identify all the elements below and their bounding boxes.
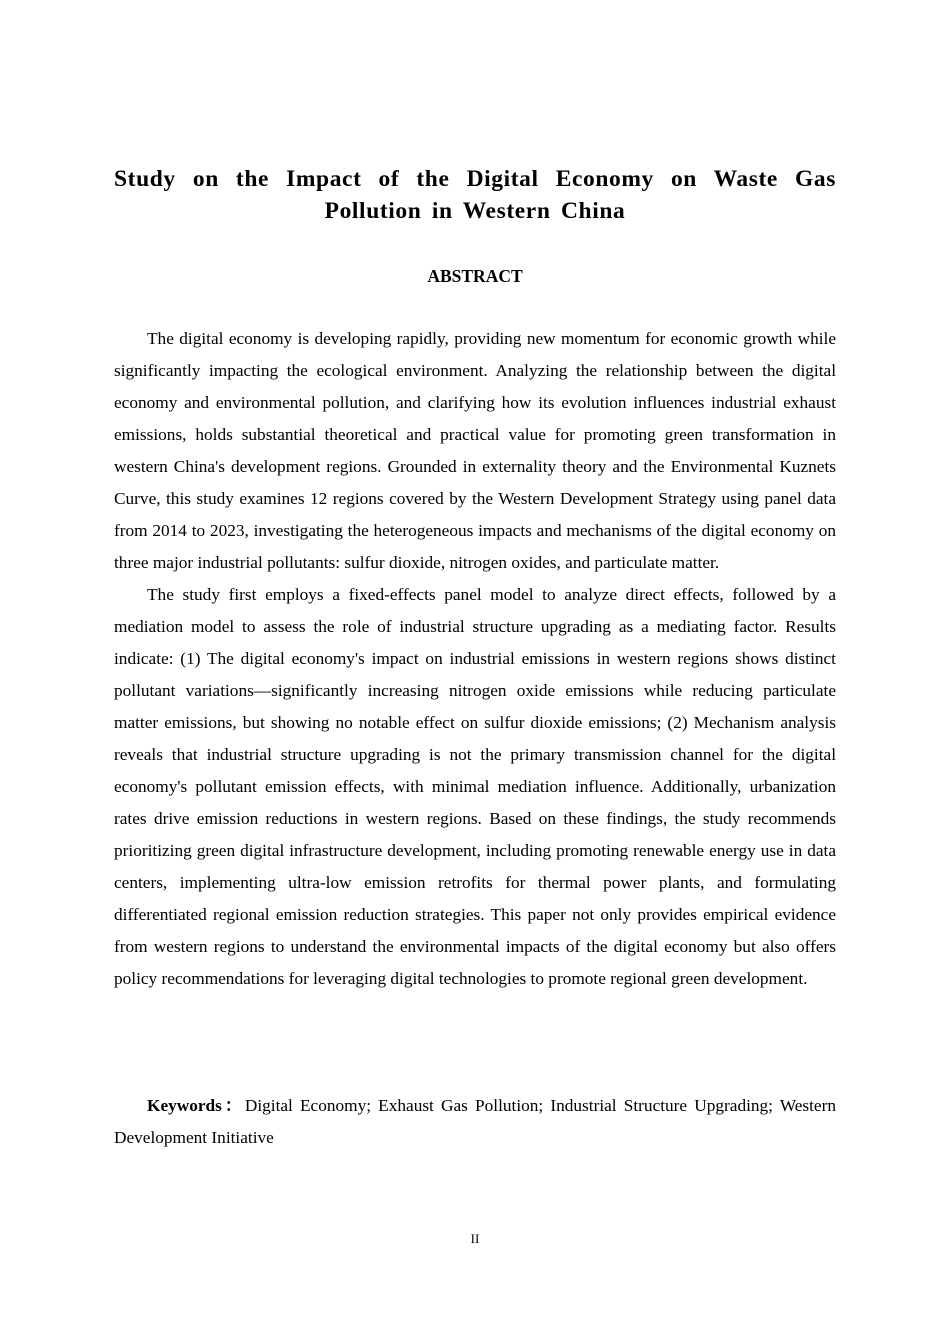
abstract-body — [114, 323, 836, 995]
keywords-list: Digital Economy; Exhaust Gas Pollution; Industrial Structure Upgrading; Western Development Initiative — [114, 1096, 837, 1147]
abstract-paragraph-1: The digital economy is developing rapidly, providing new momentum for economic growth while significantly impacting the ecological environment. Analyzing the relationship between the digital economy and environmental pollution, and clarifying how its evolution influences industrial exhaust emissions, holds substantial theoretical and practical value for promoting green transformation in western China's development regions. Grounded in externality theory and the Environmental Kuznets Curve, this study examines 12 regions covered by the Western Development Strategy using panel data from 2014 to 2023, investigating the heterogeneous impacts and mechanisms of the digital economy on three major industrial pollutants: sulfur dioxide, nitrogen oxides, and particulate matter. — [114, 329, 836, 572]
abstract-heading: ABSTRACT — [427, 266, 523, 286]
abstract-paragraph-2: The study first employs a fixed-effects panel model to analyze direct effects, followed by a mediation model to assess the role of industrial structure upgrading as a mediating factor. Results indicate: (1) The digital economy's impact on industrial emissions in western regions shows distinct pollutant variations—significantly increasing nitrogen oxide emissions while reducing particulate matter emissions, but showing no notable effect on sulfur dioxide emissions; (2) Mechanism analysis reveals that industrial structure upgrading is not the primary transmission channel for the digital economy's pollutant emission effects, with minimal mediation influence. Additionally, urbanization rates drive emission reductions in western regions. Based on these findings, the study recommends prioritizing green digital infrastructure development, including promoting renewable energy use in data centers, implementing ultra-low emission retrofits for thermal power plants, and formulating differentiated regional emission reduction strategies. This paper not only provides empirical evidence from western regions to understand the environmental impacts of the digital economy but also offers policy recommendations for leveraging digital technologies to promote regional green development. — [114, 585, 836, 988]
keywords-line — [114, 1090, 836, 1154]
page-number: II — [470, 1231, 480, 1246]
paper-title: Study on the Impact of the Digital Economy on Waste Gas Pollution in Western China — [114, 166, 836, 224]
keywords-label: Keywords： — [147, 1096, 245, 1115]
